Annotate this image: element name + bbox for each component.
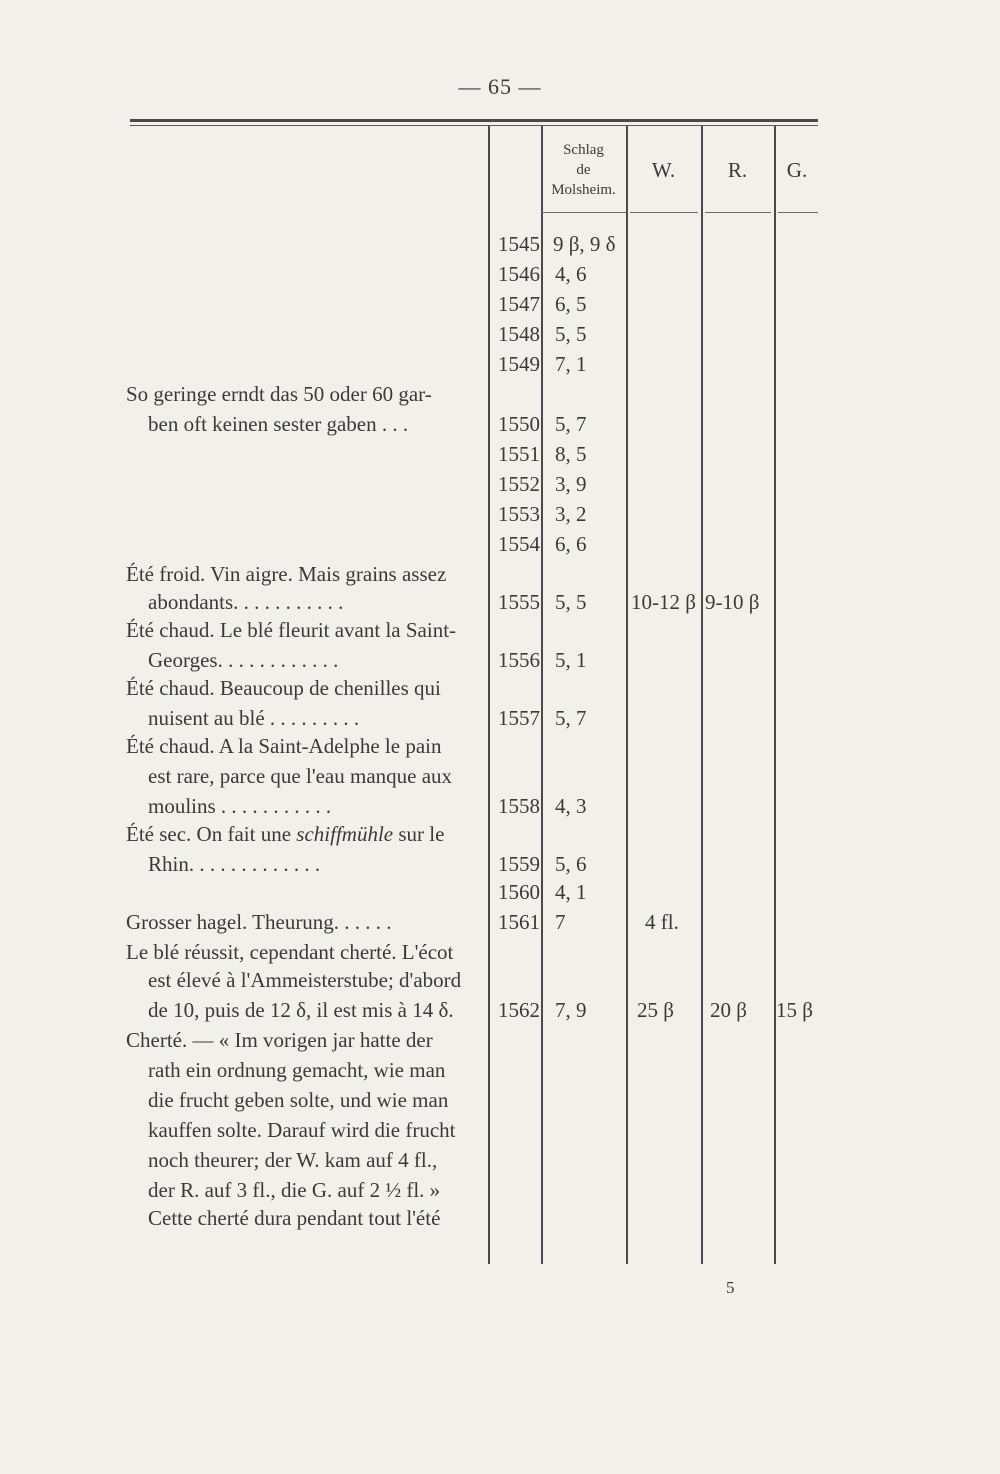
column-divider bbox=[541, 126, 543, 1264]
schlag-cell: 8, 5 bbox=[555, 442, 587, 466]
note-line: Georges. . . . . . . . . . . . bbox=[148, 648, 339, 672]
schlag-cell: 5, 6 bbox=[555, 852, 587, 876]
schlag-cell: 7, 9 bbox=[555, 998, 587, 1022]
year-cell: 1549 bbox=[498, 352, 540, 376]
r-price-cell: 9-10 β bbox=[705, 590, 760, 614]
note-line: Été chaud. Beaucoup de chenilles qui bbox=[126, 676, 441, 700]
year-cell: 1562 bbox=[498, 998, 540, 1022]
year-cell: 1558 bbox=[498, 794, 540, 818]
note-line: Le blé réussit, cependant cherté. L'écot bbox=[126, 940, 454, 964]
note-line: die frucht geben solte, und wie man bbox=[148, 1088, 449, 1112]
note-line: ben oft keinen sester gaben . . . bbox=[148, 412, 409, 436]
schlag-cell: 5, 5 bbox=[555, 590, 587, 614]
w-price-cell: 4 fl. bbox=[645, 910, 679, 934]
schlag-cell: 3, 9 bbox=[555, 472, 587, 496]
year-cell: 1548 bbox=[498, 322, 540, 346]
header-underline bbox=[705, 212, 771, 213]
r-price-cell: 20 β bbox=[710, 998, 747, 1022]
year-cell: 1545 bbox=[498, 232, 540, 256]
year-cell: 1559 bbox=[498, 852, 540, 876]
column-divider bbox=[774, 126, 776, 1264]
note-line: Été chaud. A la Saint-Adelphe le pain bbox=[126, 734, 442, 758]
page-number: — 65 — bbox=[458, 74, 542, 99]
note-line: Rhin. . . . . . . . . . . . . bbox=[148, 852, 321, 876]
note-line: de 10, puis de 12 δ, il est mis à 14 δ. bbox=[148, 998, 454, 1022]
header-rule-thin bbox=[130, 125, 818, 126]
header-underline bbox=[778, 212, 818, 213]
year-cell: 1560 bbox=[498, 880, 540, 904]
year-cell: 1546 bbox=[498, 262, 540, 286]
year-cell: 1556 bbox=[498, 648, 540, 672]
year-cell: 1550 bbox=[498, 412, 540, 436]
header-underline bbox=[630, 212, 698, 213]
note-line: kauffen solte. Darauf wird die frucht bbox=[148, 1118, 456, 1142]
note-line: Été sec. On fait une schiffmühle sur le bbox=[126, 822, 445, 846]
column-divider bbox=[701, 126, 703, 1264]
note-line: Cette cherté dura pendant tout l'été bbox=[148, 1206, 441, 1230]
signature-mark: 5 bbox=[726, 1278, 735, 1297]
column-header-schlag: Schlag de Molsheim. bbox=[551, 142, 616, 198]
year-cell: 1561 bbox=[498, 910, 540, 934]
schlag-cell: 5, 1 bbox=[555, 648, 587, 672]
note-line: Cherté. — « Im vorigen jar hatte der bbox=[126, 1028, 433, 1052]
header-underline bbox=[541, 212, 626, 213]
note-line: Été chaud. Le blé fleurit avant la Saint- bbox=[126, 618, 457, 642]
note-line: est rare, parce que l'eau manque aux bbox=[148, 764, 453, 788]
note-line: nuisent au blé . . . . . . . . . bbox=[148, 706, 360, 730]
year-cell: 1547 bbox=[498, 292, 540, 316]
note-line: noch theurer; der W. kam auf 4 fl., bbox=[148, 1148, 438, 1172]
header-rule-thick bbox=[130, 119, 818, 122]
w-price-cell: 10-12 β bbox=[631, 590, 696, 614]
column-header-r: R. bbox=[727, 158, 748, 182]
column-header-g: G. bbox=[786, 158, 808, 182]
year-cell: 1555 bbox=[498, 590, 540, 614]
note-line: Été froid. Vin aigre. Mais grains assez bbox=[126, 562, 447, 586]
g-price-cell: 15 β bbox=[776, 998, 813, 1022]
note-line: abondants. . . . . . . . . . . bbox=[148, 590, 344, 614]
year-cell: 1551 bbox=[498, 442, 540, 466]
year-cell: 1553 bbox=[498, 502, 540, 526]
schlag-cell: 5, 7 bbox=[555, 412, 587, 436]
schlag-cell: 4, 6 bbox=[555, 262, 587, 286]
schlag-cell: 3, 2 bbox=[555, 502, 587, 526]
year-cell: 1552 bbox=[498, 472, 540, 496]
schlag-cell: 6, 6 bbox=[555, 532, 587, 556]
year-cell: 1554 bbox=[498, 532, 540, 556]
note-line: rath ein ordnung gemacht, wie man bbox=[148, 1058, 446, 1082]
schlag-cell: 4, 1 bbox=[555, 880, 587, 904]
schlag-cell: 7 bbox=[555, 910, 566, 934]
note-line: So geringe erndt das 50 oder 60 gar- bbox=[126, 382, 432, 406]
schlag-cell: 7, 1 bbox=[555, 352, 587, 376]
schlag-cell: 6, 5 bbox=[555, 292, 587, 316]
column-divider bbox=[626, 126, 628, 1264]
column-header-w: W. bbox=[651, 158, 676, 182]
note-line: est élevé à l'Ammeisterstube; d'abord bbox=[148, 968, 462, 992]
note-line: der R. auf 3 fl., die G. auf 2 ½ fl. » bbox=[148, 1178, 441, 1202]
note-line: Grosser hagel. Theurung. . . . . . bbox=[126, 910, 392, 934]
schlag-cell: 9 β, 9 δ bbox=[553, 232, 616, 256]
schlag-cell: 5, 5 bbox=[555, 322, 587, 346]
schlag-cell: 4, 3 bbox=[555, 794, 587, 818]
schlag-cell: 5, 7 bbox=[555, 706, 587, 730]
year-cell: 1557 bbox=[498, 706, 540, 730]
note-line: moulins . . . . . . . . . . . bbox=[148, 794, 332, 818]
w-price-cell: 25 β bbox=[637, 998, 674, 1022]
